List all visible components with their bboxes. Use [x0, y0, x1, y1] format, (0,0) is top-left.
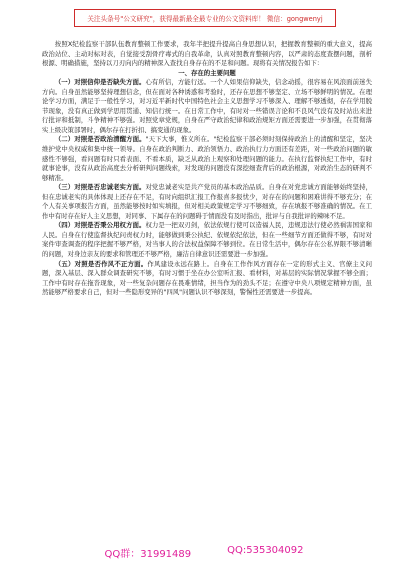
paragraph-4-lead: （四）对照是否秉公用权方面。	[54, 221, 146, 230]
paragraph-2	[42, 135, 372, 183]
paragraph-5-body: 作风建设永远在路上。自身在工作作风方面存在一定的形式主义、官僚主义问题，深入基层、深入群众调查研究不够，有时习惯于坐在办公室听汇报、看材料，对基层的实际情况掌握不够全面；工作中有时存在拖沓现象，对一些复杂问题存在畏难情绪，担当作为的劲头不足；在遵守中央八项规定精神方面，虽然能够严格要求自己，但对一些隐形变异的"四风"问题认识不够深刻，警惕性还需要进一步提高。	[42, 259, 373, 297]
article-body	[42, 40, 372, 298]
promo-banner-text: 关注头条号"公文研究"，获得最新最全最专业的公文资料库！ 微信：gongwenyj	[87, 15, 323, 23]
paragraph-2-lead: （二）对照是否政治清醒方面。	[54, 135, 146, 144]
paragraph-5	[42, 260, 372, 298]
paragraph-1	[42, 78, 372, 135]
paragraph-5-lead: （五）对照是否作风不正方面。	[54, 259, 148, 268]
section-heading: 一、存在的主要问题	[178, 68, 236, 77]
paragraph-3-body: 对党忠诚老实是共产党员的基本政治品质。自身在对党忠诚方面能够始终坚持，但在忠诚老实的具体体现上还存在不足，有时向组织汇报工作报喜多报忧少，对存在的问题和困难讲得不够充分；在个人有关事项报告方面，虽然能够按时如实填报，但对相关政策规定学习不够细致，存在填报不够准确的情况。在工作中有时存在好人主义思想，对同事、下属存在的问题碍于情面没有及时指出，批评与自我批评的辣味不足。	[42, 183, 373, 220]
paragraph-1-lead: （一）对照信仰是否缺失方面。	[54, 78, 146, 87]
contact-footer	[0, 545, 408, 561]
qq-group-text: QQ群：31991489	[104, 549, 192, 560]
paragraph-3	[42, 183, 372, 221]
qq-number-text: QQ:535304092	[227, 545, 304, 556]
promo-banner	[74, 9, 336, 27]
paragraph-1-body: 心有所信，方能行远。一个人如果信仰缺失，信念动摇，很容易在风浪面前迷失方向。自身虽然能够坚持理想信念，但在面对各种诱惑和考验时，还存在思想不够坚定、立场不够鲜明的情况。在理论学习方面，满足于一般性学习，对习近平新时代中国特色社会主义思想学习不够深入、理解不够透彻，存在学用脱节现象，没有真正做到学思用贯通、知信行统一。在日常工作中，有时对一些错误言论和不良风气没有及时站出来进行批评和抵制，斗争精神不够强。对照党章党规，自身在严守政治纪律和政治规矩方面还需要进一步加强，在贯彻落实上级决策部署时，偶尔存在打折扣、搞变通的现象。	[42, 78, 373, 134]
intro-paragraph: 按照X纪检监察干部队伍教育整顿工作要求，我年半把提升提高自身思想认识，把握教育整顿的重大意义，提高政治站位、主动对标对表，自觉接受刮骨疗毒式的自我革命，认真对照教育整顿内容，以严肃的态度查摆问题，剖析根源、明确措施，坚持以刀刃向内的精神深入查找自身存在的不足和问题。现将有关情况报告如下：	[42, 40, 372, 68]
paragraph-2-body: "天下大事，惟义所在。"纪检监察干部必须时刻保持政治上的清醒和坚定，坚决维护党中央权威和集中统一领导。自身在政治判断力、政治领悟力、政治执行力方面还有差距，对一些政治问题的敏感性不够强，看问题有时只看表面、不看本质，缺乏从政治上观察和处理问题的能力。在执行监督执纪工作中，有时就事论事，没有从政治高度去分析研判问题线索，对发现的问题没有深挖细查背后的政治根源，对政治生态的研判不够精准。	[42, 135, 372, 182]
paragraph-4-body: 权力是一把双刃剑，依法依规行使可以造福人民，违规违法行使必然祸害国家和人民。自身在行使监督执纪问责权力时，能够做到秉公执纪、依规依纪依法，但在一些细节方面还做得不够，有时对案件审查调查的程序把握不够严格，对当事人的合法权益保障不够到位。在日常生活中，偶尔存在公私界限不够清晰的问题，对身边亲友的要求和管理还不够严格，廉洁自律意识还需要进一步加强。	[42, 221, 373, 259]
paragraph-3-lead: （三）对照是否忠诚老实方面。	[54, 183, 146, 192]
paragraph-4	[42, 221, 372, 259]
